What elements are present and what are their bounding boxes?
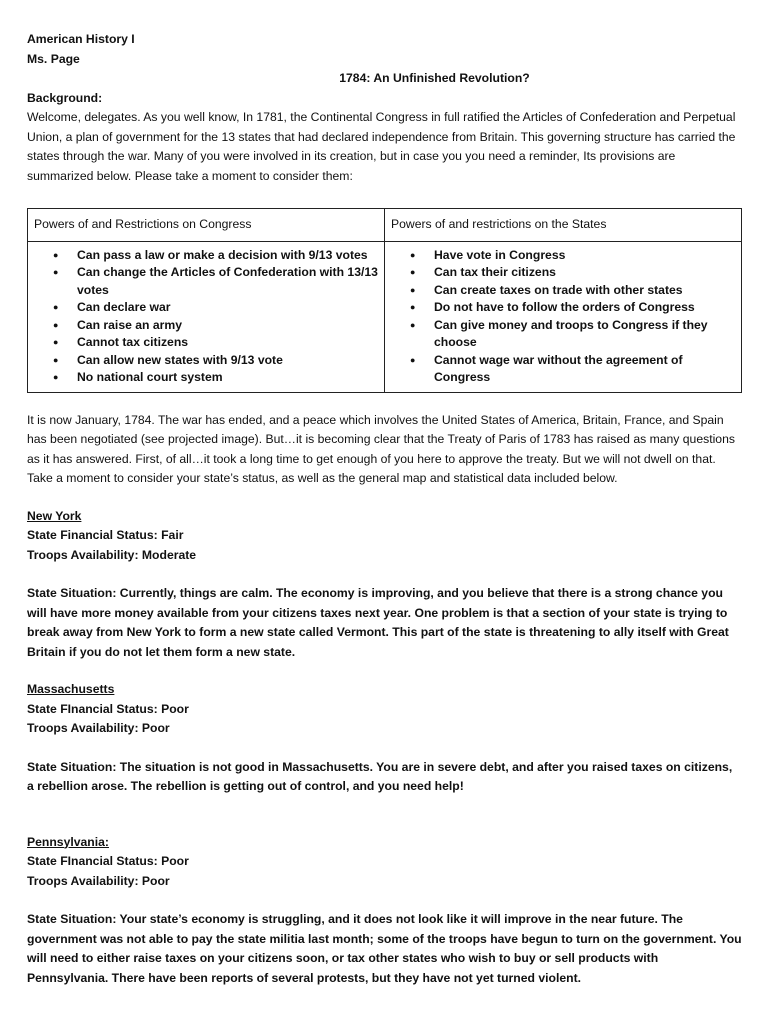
list-item: ● No national court system <box>53 369 378 387</box>
congress-powers-list <box>53 247 378 387</box>
congress-powers-cell <box>28 241 385 392</box>
powers-table-header-row <box>28 209 742 242</box>
state-situation: State Situation: The situation is not good in Massachusetts. You are in severe debt, and after you raised taxes on citizens, a rebellion arose. The rebellion is getting out of control, and you need help! <box>27 759 733 793</box>
states-powers-cell <box>385 241 742 392</box>
financial-status: State FInancial Status: Poor <box>27 854 189 868</box>
list-item: ● Do not have to follow the orders of Congress <box>410 299 735 317</box>
troops-availability: Troops Availability: Poor <box>27 873 170 888</box>
state-name: Massachusetts <box>27 682 115 696</box>
teacher-name: Ms. Page <box>27 51 80 66</box>
document-title: 1784: An Unfinished Revolution? <box>339 71 530 85</box>
list-item: ● Can declare war <box>53 299 378 317</box>
list-item: ● Cannot tax citizens <box>53 334 378 352</box>
list-item: ● Can raise an army <box>53 317 378 335</box>
list-item: ● Can change the Articles of Confederation with 13/13 votes <box>53 264 378 299</box>
state-section-new-york <box>27 507 742 663</box>
background-text: Welcome, delegates. As you well know, In 1781, the Continental Congress in full ratified the Articles of Confederation and Perpetual Union, a plan of government for the 13 states that had declared independence from Britain. This governing structure has carried the states through the war. Many of you were involved in its creation, but in case you you need a reminder, Its provisions are summarized below. Please take a moment to consider them: <box>27 110 736 183</box>
congress-column-header: Powers of and Restrictions on Congress <box>28 209 385 242</box>
list-item: ● Can pass a law or make a decision with 9/13 votes <box>53 247 378 265</box>
state-name: Pennsylvania: <box>27 834 109 849</box>
list-item: ● Can create taxes on trade with other states <box>410 282 735 300</box>
course-name: American History I <box>27 32 135 46</box>
financial-status: State FInancial Status: Poor <box>27 701 189 716</box>
context-paragraph: It is now January, 1784. The war has ended, and a peace which involves the United States of America, Britain, France, and Spain has been negotiated (see projected image). But…it is becoming clear that the Treaty of Paris of 1783 has raised as many questions as it has answered. First, of all…it took a long time to get enough of you here to approve the treaty. But we will not dwell on that. Take a moment to consider your state’s status, as well as the general map and statistical data included below. <box>27 412 735 485</box>
financial-status: State Financial Status: Fair <box>27 528 184 542</box>
powers-table-body-row <box>28 241 742 392</box>
state-situation: State Situation: Currently, things are calm. The economy is improving, and you believe that there is a strong chance you will have more money available from your citizens taxes next year. One problem is that a section of your state is trying to break away from New York to form a new state called Vermont. This part of the state is threatening to ally itself with Great Britain if you do not let them form a new state. <box>27 586 729 659</box>
troops-availability: Troops Availability: Poor <box>27 721 170 735</box>
powers-table <box>27 208 742 393</box>
state-section-massachusetts <box>27 680 742 797</box>
state-name: New York <box>27 508 82 523</box>
list-item: ● Can give money and troops to Congress if they choose <box>410 317 735 352</box>
list-item: ● Have vote in Congress <box>410 247 735 265</box>
state-section-pennsylvania <box>27 833 742 989</box>
troops-availability: Troops Availability: Moderate <box>27 547 197 562</box>
states-powers-list <box>410 247 735 387</box>
list-item: ● Cannot wage war without the agreement of Congress <box>410 352 735 387</box>
list-item: ● Can tax their citizens <box>410 264 735 282</box>
list-item: ● Can allow new states with 9/13 vote <box>53 352 378 370</box>
states-column-header: Powers of and restrictions on the States <box>385 209 742 242</box>
state-situation: State Situation: Your state’s economy is struggling, and it does not look like it will improve in the near future. The government was not able to pay the state militia last month; some of the troops have begun to turn on the government. You will need to either raise taxes on your citizens soon, or tax other states who wish to buy or sell products with Pennsylvania. There have been reports of several protests, but they have not yet turned violent. <box>27 912 742 985</box>
background-label: Background: <box>27 90 103 105</box>
